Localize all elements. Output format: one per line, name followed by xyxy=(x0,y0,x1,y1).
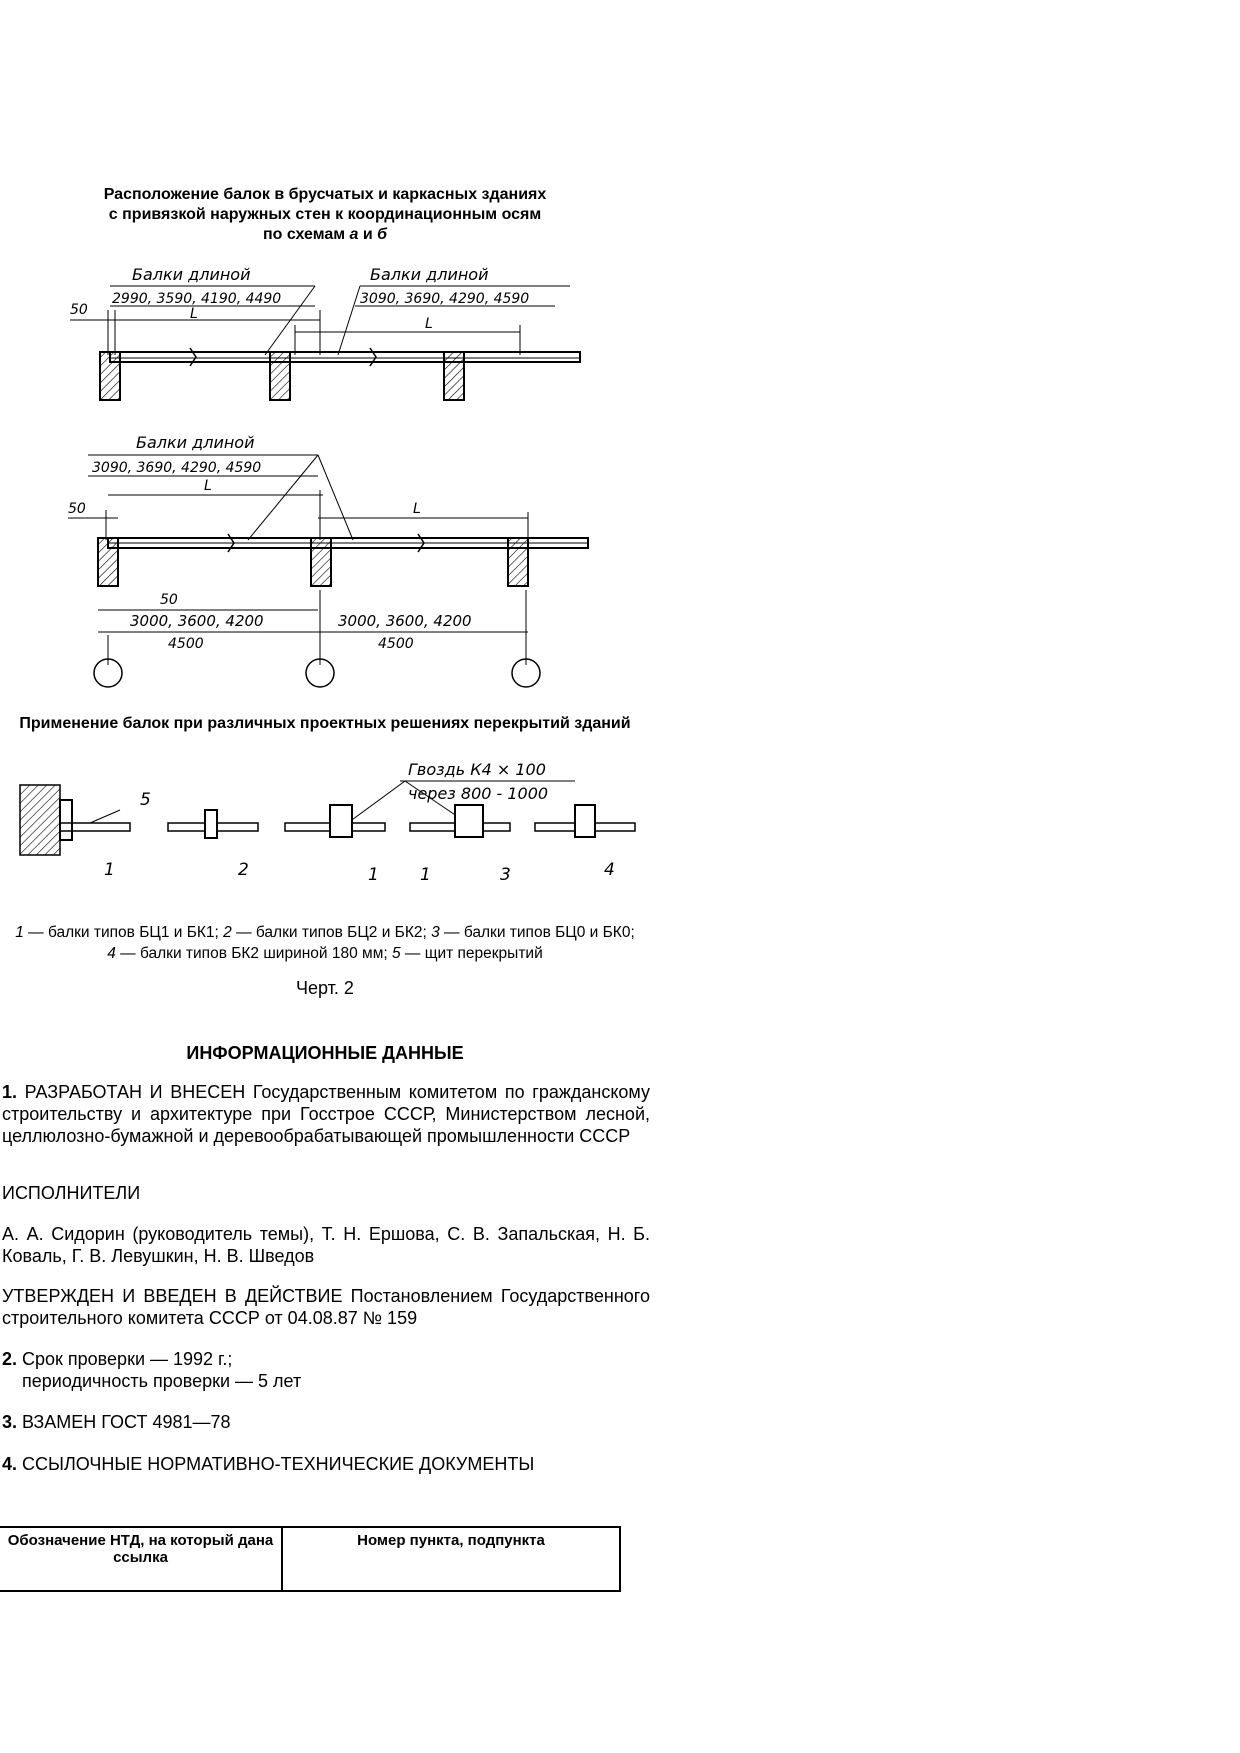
spans-right: 3000, 3600, 4200 xyxy=(338,612,472,630)
scheme-a-label: а xyxy=(349,226,359,243)
break-mark xyxy=(190,348,196,366)
beam-run xyxy=(110,352,580,362)
column-section xyxy=(270,352,290,400)
dim-50: 50 xyxy=(70,302,88,318)
figure-caption: Черт. 2 xyxy=(296,978,354,998)
wall xyxy=(20,785,60,855)
column-section xyxy=(311,538,331,586)
info-heading: ИНФОРМАЦИОННЫЕ ДАННЫЕ xyxy=(186,1043,464,1063)
callout: 2 xyxy=(238,860,249,880)
legend-text: — балки типов БЦ0 и БК0; xyxy=(439,924,635,941)
legend-text: — балки типов БК2 шириной 180 мм; xyxy=(115,945,392,962)
beam-section xyxy=(330,805,352,837)
item-number: 3. xyxy=(2,1412,18,1432)
figure-1-title xyxy=(40,185,610,245)
module-right: 4500 xyxy=(378,636,414,652)
label-beams: Балки длиной xyxy=(136,433,255,452)
dim-L-right: L xyxy=(425,316,433,332)
legend-num: 1 xyxy=(15,924,24,941)
legend-text: — балки типов БЦ1 и БК1; xyxy=(23,924,224,941)
break-mark xyxy=(370,348,376,366)
legend-num: 4 xyxy=(107,945,116,962)
callout: 1 xyxy=(420,865,431,885)
callout: 1 xyxy=(368,865,379,885)
table-header-designation: Обозначение НТД, на который дана ссылка xyxy=(0,1527,282,1591)
callout: 4 xyxy=(604,860,615,880)
item-number: 1. xyxy=(2,1082,18,1102)
label-beams-right: Балки длиной xyxy=(370,265,489,284)
beam-section xyxy=(60,800,72,840)
table-header-clause: Номер пункта, подпункта xyxy=(282,1527,620,1591)
callout: 3 xyxy=(500,865,511,885)
module-left: 4500 xyxy=(168,636,204,652)
sizes-right: 3090, 3690, 4290, 4590 xyxy=(360,291,530,307)
nail-spec-line-1: Гвоздь К4 × 100 xyxy=(408,760,546,779)
figure-2-title: Применение балок при различных проектных решениях перекрытий зданий xyxy=(19,715,631,732)
executors-list: А. А. Сидорин (руководитель темы), Т. Н. Ершова, С. В. Запальская, Н. Б. Коваль, Г. В. Левушкин, Н. В. Шведов xyxy=(2,1224,650,1266)
drawing-beam-applications xyxy=(0,755,650,895)
spans-left: 3000, 3600, 4200 xyxy=(130,612,264,630)
table-header-row xyxy=(0,1527,620,1591)
legend-num: 3 xyxy=(431,924,440,941)
item-text: РАЗРАБОТАН И ВНЕСЕН Государственным комитетом по гражданскому строительству и архитектуре при Госстрое СССР, Министерством лесной, целлюлозно-бумажной и деревообрабатывающей промышленности СССР xyxy=(2,1082,650,1146)
item-number: 4. xyxy=(2,1454,18,1474)
dim-L-left: L xyxy=(190,306,198,322)
sizes: 3090, 3690, 4290, 4590 xyxy=(92,460,262,476)
figure-1-title-line-3 xyxy=(40,225,610,245)
callout: 5 xyxy=(140,790,151,810)
beam-section xyxy=(205,810,217,838)
title-prefix: по схемам xyxy=(262,226,350,243)
beam-section xyxy=(575,805,595,837)
item-text: ВЗАМЕН ГОСТ 4981—78 xyxy=(17,1412,231,1432)
approval-text: УТВЕРЖДЕН И ВВЕДЕН В ДЕЙСТВИЕ Постановлением Государственного строительного комитета СССР от 04.08.87 № 159 xyxy=(2,1286,650,1328)
executors-heading: ИСПОЛНИТЕЛИ xyxy=(2,1183,141,1203)
callout-leader xyxy=(90,810,120,823)
legend-num: 2 xyxy=(223,924,232,941)
drawing-scheme-b xyxy=(68,430,598,690)
legend-line-2 xyxy=(0,943,650,964)
legend-text: — щит перекрытий xyxy=(400,945,543,962)
figure-1-title-line-1: Расположение балок в брусчатых и каркасных зданиях xyxy=(103,186,547,203)
scheme-b-label: б xyxy=(377,226,388,243)
dim-L-left: L xyxy=(204,478,212,494)
drawing-scheme-a xyxy=(70,260,590,410)
item-number: 2. xyxy=(2,1349,18,1369)
callout: 1 xyxy=(104,860,115,880)
beam-section xyxy=(455,805,483,837)
figure-legend xyxy=(0,922,650,964)
wall-section xyxy=(98,538,118,586)
dim-50-top: 50 xyxy=(68,501,86,517)
info-item-3 xyxy=(2,1411,650,1433)
pointer xyxy=(345,781,405,825)
sizes-left: 2990, 3590, 4190, 4490 xyxy=(112,291,282,307)
reference-documents-table xyxy=(0,1526,621,1592)
legend-text: — балки типов БЦ2 и БК2; xyxy=(231,924,432,941)
label-beams-left: Балки длиной xyxy=(132,265,251,284)
pointer-right xyxy=(318,455,353,540)
info-item-1 xyxy=(2,1081,650,1147)
column-section xyxy=(508,538,528,586)
dim-L-right: L xyxy=(413,501,421,517)
title-and: и xyxy=(358,226,378,243)
item-text: ССЫЛОЧНЫЕ НОРМАТИВНО-ТЕХНИЧЕСКИЕ ДОКУМЕНТЫ xyxy=(17,1454,535,1474)
item-2-line-2: периодичность проверки — 5 лет xyxy=(22,1371,302,1391)
wall-section xyxy=(100,352,120,400)
pointer-right xyxy=(338,286,360,355)
figure-1-title-line-2: с привязкой наружных стен к координационным осям xyxy=(108,206,542,223)
legend-num: 5 xyxy=(391,945,401,962)
legend-line-1 xyxy=(0,922,650,943)
info-item-4 xyxy=(2,1453,650,1475)
item-2-line-1 xyxy=(2,1348,650,1370)
item-text: Срок проверки — 1992 г.; xyxy=(17,1349,233,1369)
info-item-2 xyxy=(2,1348,650,1392)
nail-spec-line-2: через 800 - 1000 xyxy=(408,784,549,803)
dim-50-bottom: 50 xyxy=(160,592,178,608)
column-section xyxy=(444,352,464,400)
